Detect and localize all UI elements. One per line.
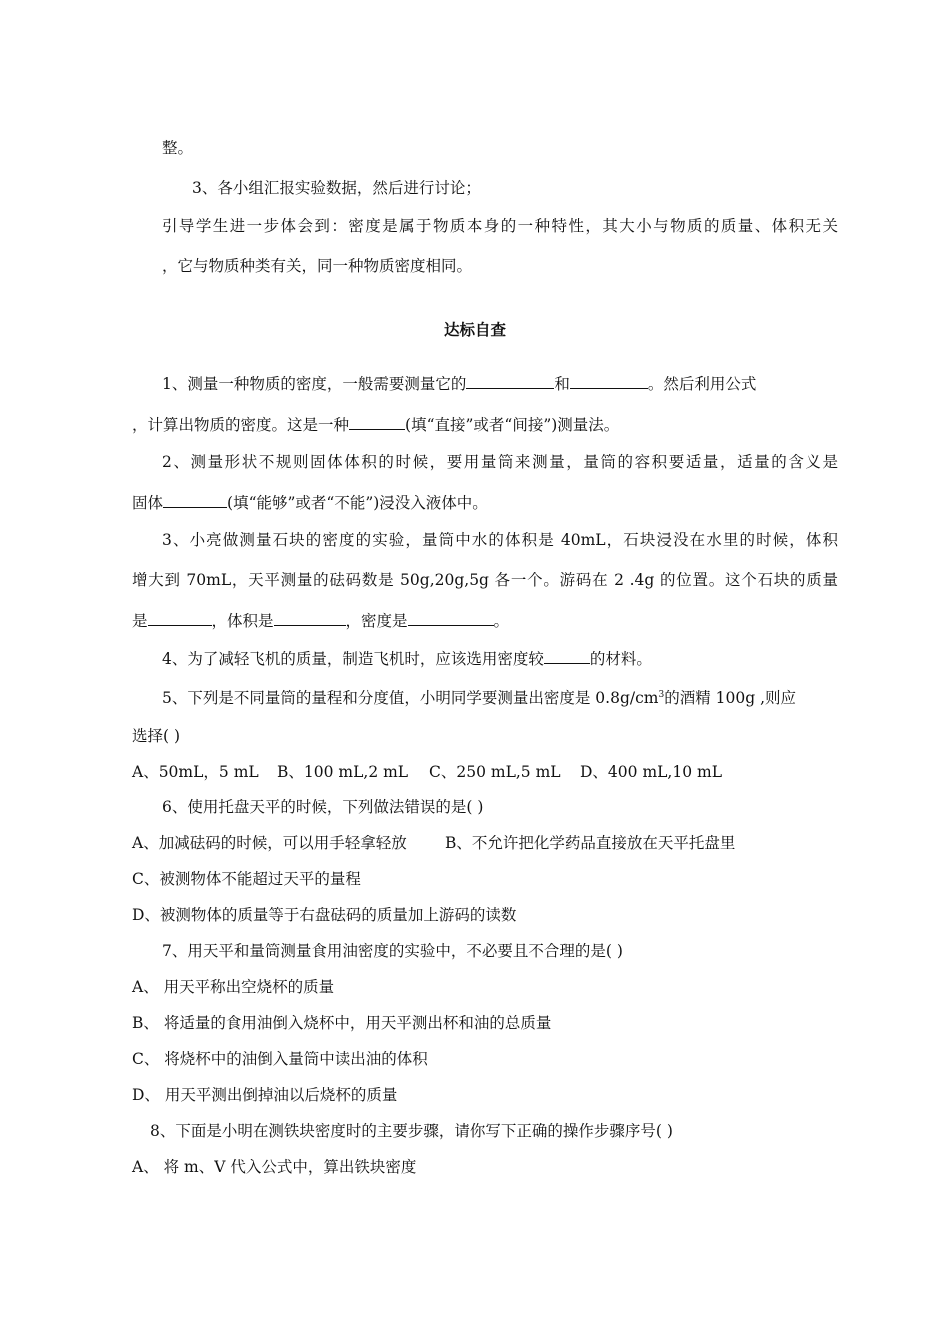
q1-blank-1[interactable]	[466, 374, 554, 389]
q3-text-e: ，密度是	[345, 612, 408, 630]
q1-text-a: 1、测量一种物质的密度，一般需要测量它的	[162, 375, 467, 393]
q1-text-d: ，计算出物质的密度。这是一种	[132, 416, 350, 434]
q2-line-1: 2、测量形状不规则固体体积的时候，要用量筒来测量，量筒的容积要适量，适量的含义是	[162, 453, 838, 471]
q5-superscript: 3	[658, 689, 665, 700]
q7-option-b: B、 将适量的食用油倒入烧杯中，用天平测出杯和油的总质量	[132, 1014, 552, 1032]
q3-text-f: 。	[493, 612, 510, 630]
q1-text-c: 。然后利用公式	[647, 375, 757, 393]
q1-blank-2[interactable]	[570, 374, 648, 389]
q3-line-2: 增大到 70mL，天平测量的砝码数是 50g,20g,5g 各一个。游码在 2 .4g 的位置。这个石块的质量	[132, 571, 838, 589]
q2-line-2	[132, 493, 488, 513]
q3-blank-2[interactable]	[274, 611, 346, 626]
intro-line-1: 整。	[162, 139, 194, 157]
q4-text-b: 的材料。	[589, 650, 652, 668]
q1-line-1	[162, 374, 756, 394]
q2-text-b: 固体	[132, 494, 164, 512]
q7-option-a: A、 用天平称出空烧杯的质量	[132, 978, 335, 996]
q3-text-c: 是	[132, 612, 148, 630]
q7-stem: 7、用天平和量筒测量食用油密度的实验中，不必要且不合理的是( )	[162, 942, 623, 960]
q4-text-a: 4、为了减轻飞机的质量，制造飞机时，应该选用密度较	[162, 650, 544, 668]
q3-line-1: 3、小亮做测量石块的密度的实验，量筒中水的体积是 40mL，石块浸没在水里的时候，体积	[162, 531, 838, 549]
q5-option-d: D、400 mL,10 mL	[580, 763, 722, 781]
q8-stem: 8、下面是小明在测铁块密度时的主要步骤，请你写下正确的操作步骤序号( )	[150, 1122, 673, 1140]
q3-blank-1[interactable]	[148, 611, 212, 626]
q5-line-1	[162, 688, 796, 708]
q4-blank[interactable]	[544, 649, 590, 664]
q3-text-d: ，体积是	[211, 612, 274, 630]
intro-line-2: 3、各小组汇报实验数据，然后进行讨论；	[192, 179, 481, 197]
q4-line	[162, 649, 652, 669]
q6-option-d: D、被测物体的质量等于右盘砝码的质量加上游码的读数	[132, 906, 517, 924]
q5-option-a: A、50mL，5 mL	[132, 763, 259, 781]
q6-stem: 6、使用托盘天平的时候，下列做法错误的是( )	[162, 798, 484, 816]
intro-line-3: 引导学生进一步体会到：密度是属于物质本身的一种特性，其大小与物质的质量、体积无关	[162, 217, 838, 235]
q5-text-b: 的酒精 100g ,则应	[664, 689, 796, 707]
q2-blank[interactable]	[163, 493, 227, 508]
q8-option-a: A、 将 m、V 代入公式中，算出铁块密度	[132, 1158, 417, 1176]
q6-option-b: B、不允许把化学药品直接放在天平托盘里	[445, 834, 736, 852]
q6-option-c: C、被测物体不能超过天平的量程	[132, 870, 361, 888]
q5-option-c: C、250 mL,5 mL	[429, 763, 561, 781]
q1-text-b: 和	[554, 375, 570, 393]
q5-option-b: B、100 mL,2 mL	[277, 763, 409, 781]
q6-option-a: A、加减砝码的时候，可以用手轻拿轻放	[132, 834, 407, 852]
q5-text-a: 5、下列是不同量筒的量程和分度值，小明同学要测量出密度是 0.8g/cm	[162, 689, 659, 707]
q7-option-c: C、 将烧杯中的油倒入量筒中读出油的体积	[132, 1050, 428, 1068]
q3-blank-3[interactable]	[408, 611, 494, 626]
q7-option-d: D、 用天平测出倒掉油以后烧杯的质量	[132, 1086, 398, 1104]
intro-line-4: ，它与物质种类有关，同一种物质密度相同。	[162, 257, 473, 275]
section-title: 达标自查	[443, 321, 506, 339]
q3-line-3	[132, 611, 509, 631]
q2-text-c: (填“能够”或者“不能”)浸没入液体中。	[227, 494, 488, 512]
q1-line-2	[132, 415, 619, 435]
q1-blank-3[interactable]	[349, 415, 405, 430]
q5-line-2: 选择( )	[132, 727, 181, 745]
q1-text-e: (填“直接”或者“间接”)测量法。	[405, 416, 620, 434]
